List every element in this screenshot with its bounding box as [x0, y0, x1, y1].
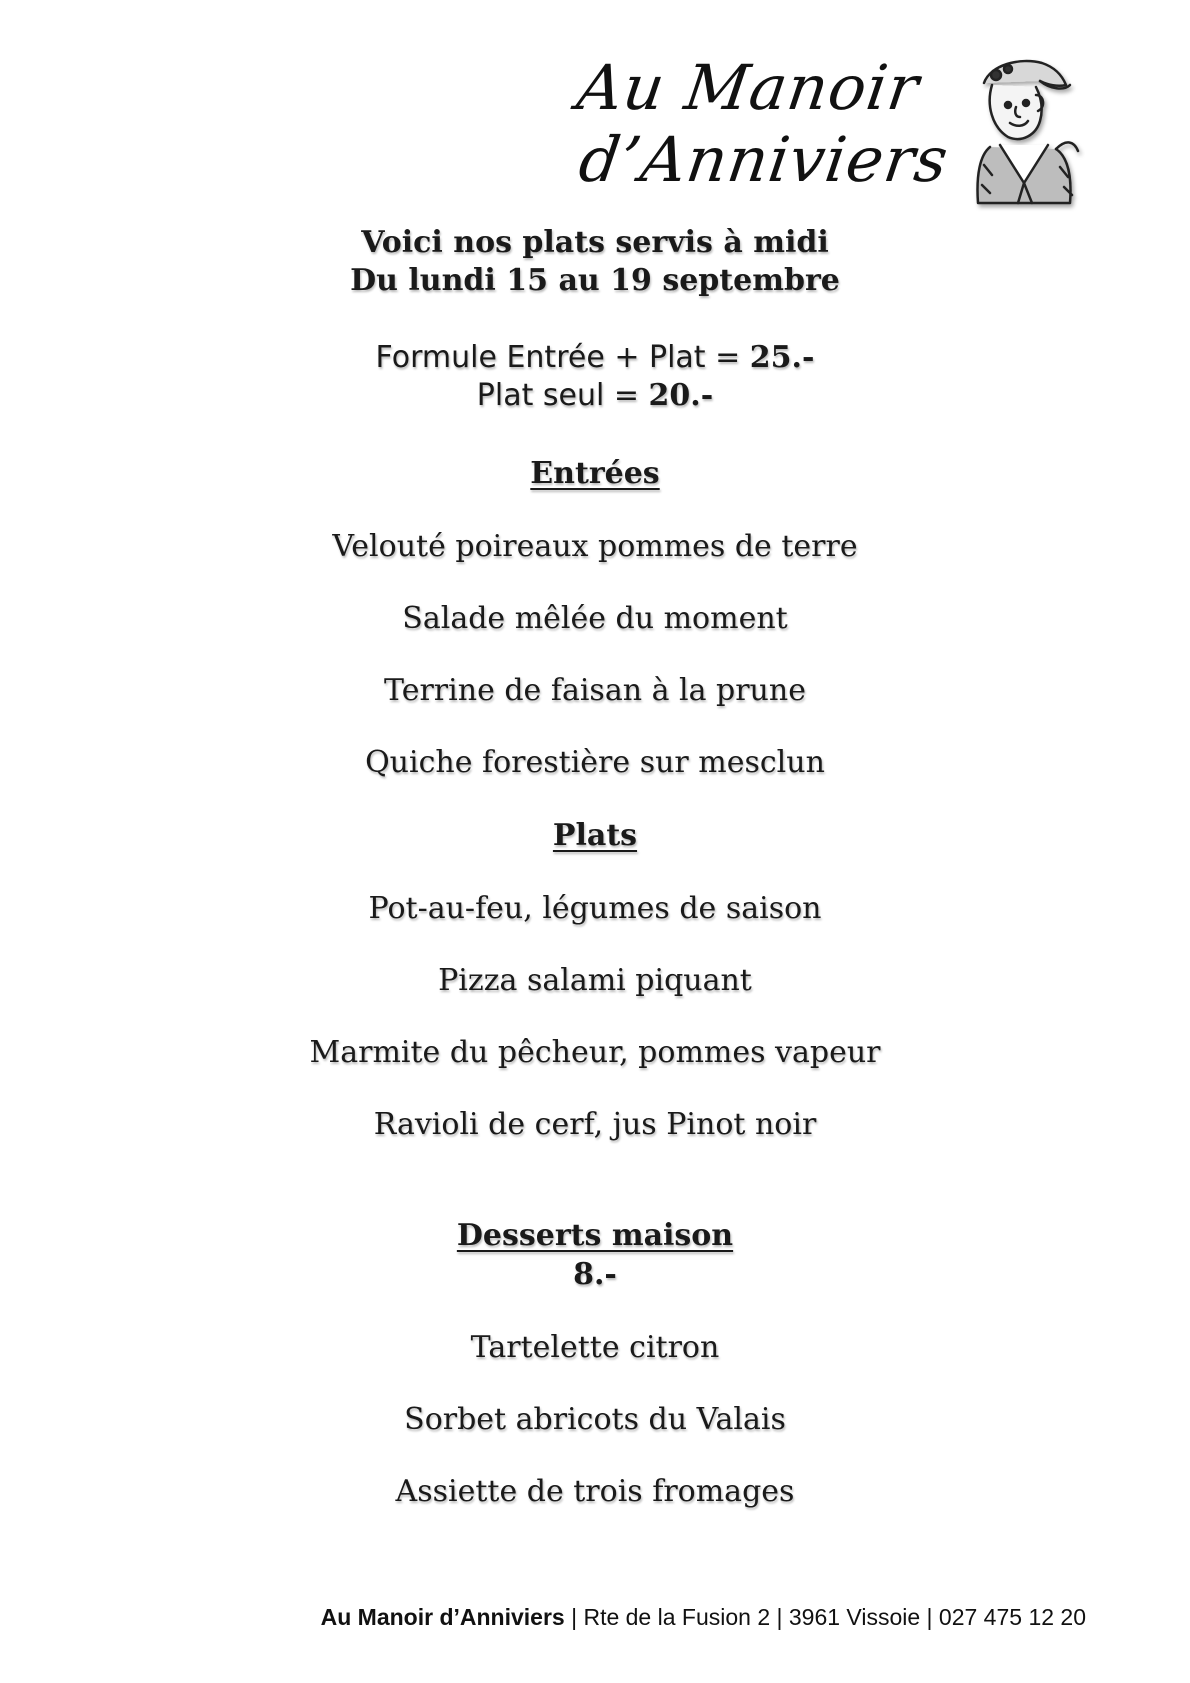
- single-price-line: [0, 377, 1190, 415]
- plat-item: Pot-au-feu, légumes de saison: [368, 891, 822, 926]
- logo-line-2: d’Anniviers: [574, 123, 954, 196]
- menu-header-line-1: Voici nos plats servis à midi: [361, 225, 829, 260]
- entree-item: Quiche forestière sur mesclun: [365, 745, 825, 780]
- single-price: 20.-: [648, 378, 714, 413]
- entrees-section-title: [0, 455, 1190, 493]
- footer-restaurant-name: Au Manoir d’Anniviers: [320, 1604, 565, 1630]
- entree-item: Velouté poireaux pommes de terre: [332, 529, 858, 564]
- entree-item: Terrine de faisan à la prune: [384, 673, 806, 708]
- desserts-section-title: [0, 1217, 1190, 1255]
- logo-line-1: Au Manoir: [572, 51, 924, 124]
- dessert-item: Sorbet abricots du Valais: [404, 1402, 786, 1437]
- plats-title: Plats: [552, 818, 638, 853]
- menu-header-line-2: Du lundi 15 au 19 septembre: [350, 263, 840, 298]
- entrees-title: Entrées: [530, 456, 660, 491]
- mountain-man-portrait-icon: [970, 55, 1085, 215]
- entree-item: Salade mêlée du moment: [402, 601, 788, 636]
- plat-item: Pizza salami piquant: [438, 963, 752, 998]
- desserts-title: Desserts maison: [456, 1218, 734, 1253]
- plats-section-title: [0, 817, 1190, 855]
- formula-price: 25.-: [749, 340, 815, 375]
- single-label: Plat seul =: [476, 378, 649, 413]
- plat-item: Marmite du pêcheur, pommes vapeur: [309, 1035, 881, 1070]
- formula-price-line: [0, 339, 1190, 377]
- desserts-price: 8.-: [573, 1257, 617, 1292]
- restaurant-logo: [572, 51, 954, 196]
- formula-label: Formule Entrée + Plat =: [375, 340, 750, 375]
- dessert-item: Tartelette citron: [470, 1330, 720, 1365]
- footer-contact: [321, 1604, 1086, 1631]
- dessert-item: Assiette de trois fromages: [395, 1474, 795, 1509]
- plat-item: Ravioli de cerf, jus Pinot noir: [373, 1107, 817, 1142]
- footer-address: | Rte de la Fusion 2 | 3961 Vissoie | 027 475 12 20: [564, 1604, 1086, 1630]
